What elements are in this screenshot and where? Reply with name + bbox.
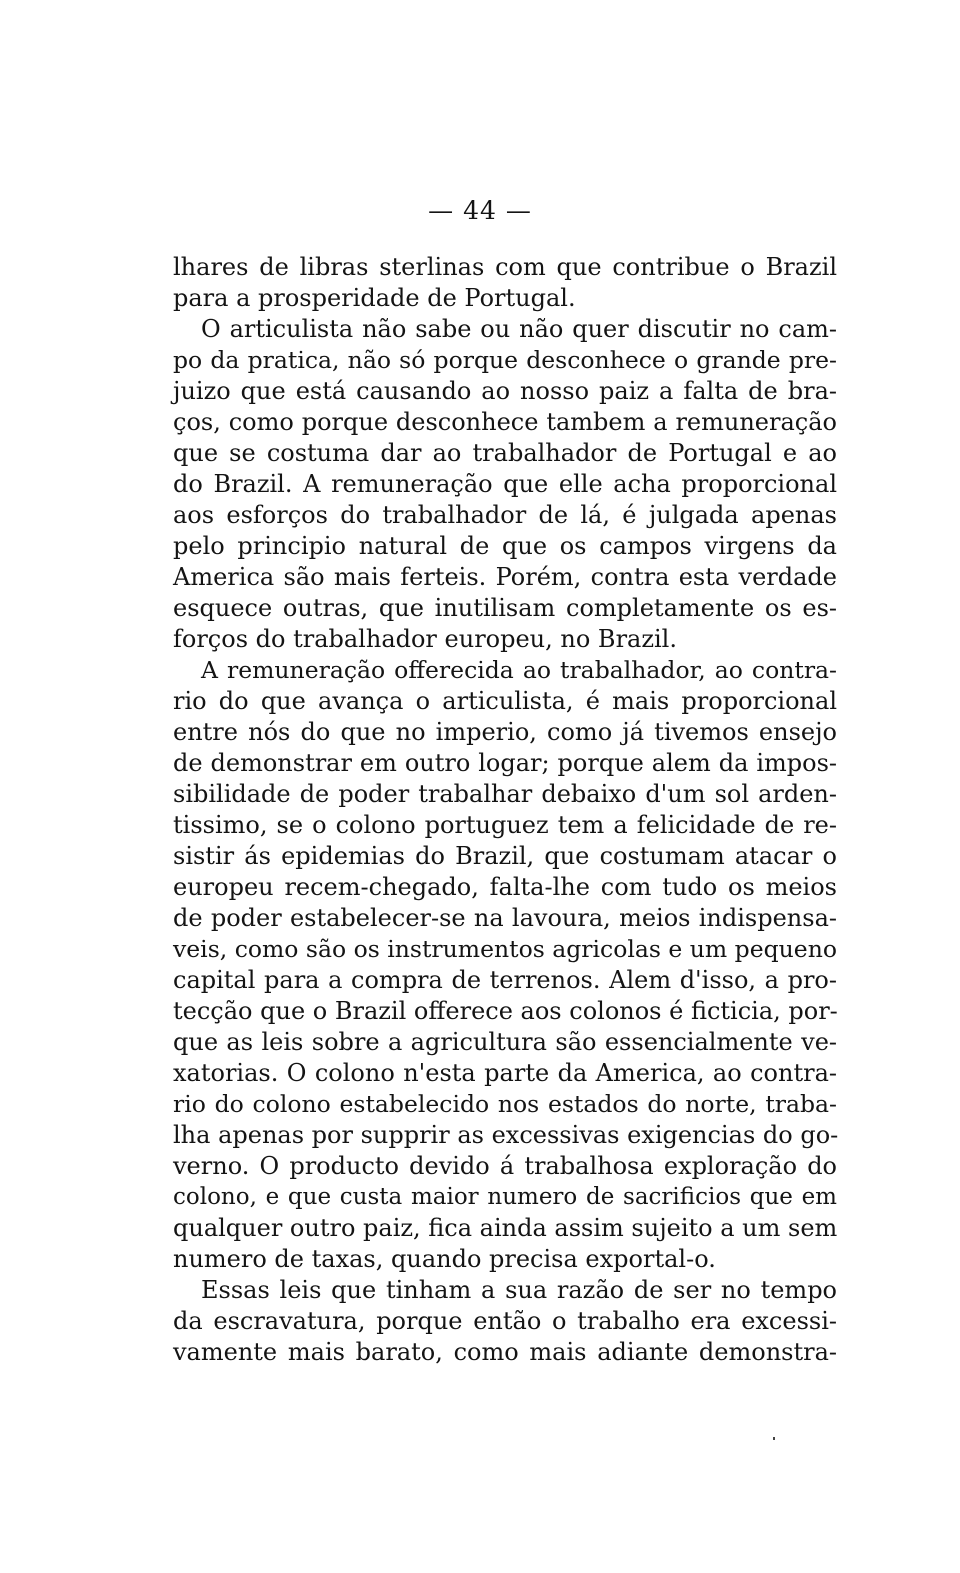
text-line: juizo que está causando ao nosso paiz a falta de bra- <box>173 377 837 405</box>
text-line: que as leis sobre a agricultura são essencialmente ve- <box>173 1028 837 1056</box>
text-line: aos esforços do trabalhador de lá, é julgada apenas <box>173 501 837 529</box>
text-line: sistir ás epidemias do Brazil, que costumam atacar o <box>173 842 837 870</box>
text-line: de poder estabelecer-se na lavoura, meios indispensa- <box>173 904 837 932</box>
text-line: pelo principio natural de que os campos virgens da <box>173 532 837 560</box>
text-line: xatorias. O colono n'esta parte da America, ao contra- <box>173 1059 837 1087</box>
text-line: numero de taxas, quando precisa exportal-o. <box>173 1245 716 1273</box>
text-line: colono, e que custa maior numero de sacrificios que em <box>173 1184 837 1210</box>
text-line: que se costuma dar ao trabalhador de Portugal e ao <box>173 439 837 467</box>
text-line: qualquer outro paiz, fica ainda assim sujeito a um sem <box>173 1214 838 1242</box>
text-line: europeu recem-chegado, falta-lhe com tudo os meios <box>173 873 837 901</box>
text-line: rio do colono estabelecido nos estados do norte, traba- <box>173 1090 837 1118</box>
text-line: vamente mais barato, como mais adiante demonstra- <box>173 1338 837 1366</box>
text-line: America são mais ferteis. Porém, contra esta verdade <box>173 563 837 591</box>
text-line: tecção que o Brazil offerece aos colonos é ficticia, por- <box>173 997 838 1025</box>
text-line: da escravatura, porque então o trabalho era excessi- <box>173 1307 837 1335</box>
text-line: verno. O producto devido á trabalhosa exploração do <box>173 1152 837 1180</box>
text-line: O articulista não sabe ou não quer discutir no cam- <box>201 315 837 343</box>
page-number: — 44 — <box>428 196 532 225</box>
text-line: do Brazil. A remuneração que elle acha proporcional <box>173 470 837 498</box>
text-line: Essas leis que tinham a sua razão de ser no tempo <box>201 1276 837 1304</box>
text-line: po da pratica, não só porque desconhece o grande pre- <box>173 346 837 374</box>
text-line: lha apenas por supprir as excessivas exigencias do go- <box>173 1121 839 1149</box>
body-text <box>173 252 837 1368</box>
text-line: esquece outras, que inutilisam completamente os es- <box>173 594 837 622</box>
text-line: rio do que avança o articulista, é mais proporcional <box>173 687 837 715</box>
text-line: forços do trabalhador europeu, no Brazil. <box>173 625 677 653</box>
text-line: ços, como porque desconhece tambem a remuneração <box>173 408 837 436</box>
text-line: lhares de libras sterlinas com que contribue o Brazil <box>173 253 837 281</box>
text-line: entre nós do que no imperio, como já tivemos ensejo <box>173 718 837 746</box>
text-line: A remuneração offerecida ao trabalhador, ao contra- <box>201 656 837 684</box>
text-line: para a prosperidade de Portugal. <box>173 284 576 312</box>
text-line: de demonstrar em outro logar; porque alem da impos- <box>173 749 837 777</box>
text-line: veis, como são os instrumentos agricolas e um pequeno <box>173 935 838 963</box>
text-line: tissimo, se o colono portuguez tem a felicidade de re- <box>173 811 837 839</box>
text-line: sibilidade de poder trabalhar debaixo d'um sol arden- <box>173 780 837 808</box>
ink-speck <box>773 1437 775 1440</box>
text-line: capital para a compra de terrenos. Alem d'isso, a pro- <box>173 966 837 994</box>
